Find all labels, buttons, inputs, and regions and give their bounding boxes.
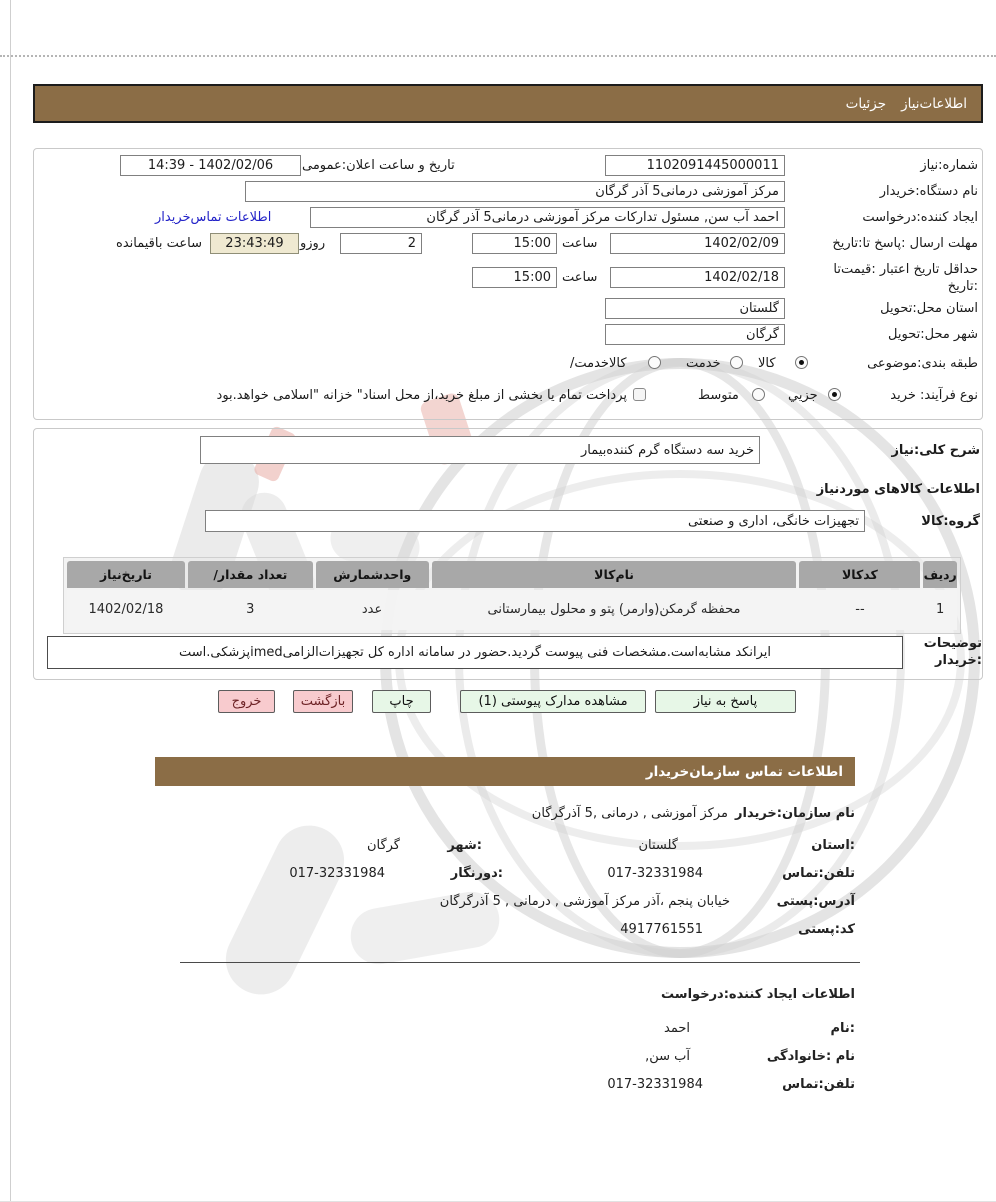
request-creator-field[interactable]: احمد آب سن, مسئول تدارکات مرکز آموزشی درمانی5 آذر گرگان bbox=[310, 207, 785, 228]
col-quantity: تعداد مقدار/ bbox=[188, 561, 313, 588]
buyer-note-field[interactable]: ایرانکد مشابه‌است.مشخصات فنی پیوست گردید.حضور در سامانه اداره کل تجهیزات‌الزامیimedپزشکی.است bbox=[47, 636, 903, 669]
remaining-time-badge: 23:43:49 bbox=[210, 233, 299, 254]
postal-address-label: آدرس:پستی bbox=[776, 894, 855, 909]
cell-need-date: 1402/02/18 bbox=[88, 601, 164, 617]
tab-need-info[interactable]: اطلاعات‌نیاز bbox=[901, 95, 967, 112]
reply-deadline-date-field[interactable]: 1402/02/09 bbox=[610, 233, 785, 254]
radio-medium-label: متوسط bbox=[698, 388, 739, 403]
radio-goods[interactable] bbox=[795, 356, 808, 369]
delivery-province-field[interactable]: گلستان bbox=[605, 298, 785, 319]
need-number-field[interactable]: 1102091445000011 bbox=[605, 155, 785, 176]
table-row bbox=[67, 590, 957, 630]
contact-phone-label: تلفن:تماس bbox=[782, 866, 855, 881]
buyer-org-field[interactable]: مرکز آموزشی درمانی5 آذر گرگان bbox=[245, 181, 785, 202]
items-table bbox=[63, 557, 961, 634]
tab-details[interactable]: جزئیات bbox=[845, 95, 887, 112]
section-divider bbox=[180, 962, 860, 963]
radio-goods-service[interactable] bbox=[648, 356, 661, 369]
top-tab-bar bbox=[33, 84, 983, 123]
contact-city-value: گرگان bbox=[366, 838, 400, 853]
contact-province-label: :استان bbox=[811, 838, 855, 853]
announce-datetime-field[interactable]: 14:39 - 1402/02/06 bbox=[120, 155, 301, 176]
print-button[interactable]: چاپ bbox=[372, 690, 431, 713]
contact-province-value: گلستان bbox=[638, 838, 678, 853]
view-attachments-button[interactable]: مشاهده مدارک پیوستی (1) bbox=[460, 690, 646, 713]
treasury-checkbox[interactable] bbox=[633, 388, 646, 401]
request-creator-label: ایجاد کننده:درخواست bbox=[862, 210, 978, 225]
col-goods-code: کدکالا bbox=[799, 561, 920, 588]
creator-name-value: احمد bbox=[664, 1021, 690, 1036]
creator-name-label: :نام bbox=[830, 1021, 855, 1036]
contact-fax-label: :دورنگار bbox=[450, 866, 503, 881]
delivery-city-field[interactable]: گرگان bbox=[605, 324, 785, 345]
contact-phone-value: 017-32331984 bbox=[607, 866, 703, 881]
radio-minor-label: جزیي bbox=[788, 388, 818, 403]
buyer-contact-section-title: اطلاعات تماس سازمان‌خریدار bbox=[645, 763, 843, 780]
need-number-label: شماره:نیاز bbox=[920, 158, 978, 173]
deadline-hour-label: ساعت bbox=[562, 236, 598, 251]
items-table-header-row bbox=[67, 561, 957, 588]
buyer-note-label-line2: :خریدار bbox=[935, 653, 982, 668]
buyer-note-label-line1: توضیحات bbox=[923, 636, 982, 651]
buyer-org-label: نام دستگاه:خریدار bbox=[879, 184, 978, 199]
subject-class-label: طبقه بندی:موضوعی bbox=[867, 356, 978, 371]
remaining-days-field[interactable]: 2 bbox=[340, 233, 422, 254]
radio-minor[interactable] bbox=[828, 388, 841, 401]
price-validity-label-line2: :تاریخ bbox=[947, 279, 978, 294]
reply-deadline-time-field[interactable]: 15:00 bbox=[472, 233, 557, 254]
announce-datetime-label: تاریخ و ساعت اعلان:عمومی bbox=[302, 158, 455, 173]
cell-goods-code: -- bbox=[855, 601, 865, 617]
creator-phone-label: تلفن:تماس bbox=[782, 1077, 855, 1092]
buyer-contact-section-header bbox=[155, 757, 855, 786]
price-validity-time-field[interactable]: 15:00 bbox=[472, 267, 557, 288]
buyer-contact-link[interactable]: اطلاعات تماس‌خریدار bbox=[155, 210, 272, 225]
goods-group-field[interactable]: تجهیزات خانگی، اداری و صنعتی bbox=[205, 510, 865, 532]
col-unit: واحدشمارش bbox=[316, 561, 429, 588]
reply-deadline-label: مهلت ارسال :پاسخ تا:تاریخ bbox=[832, 236, 978, 251]
org-name-value: مرکز آموزشی , درمانی ,5 آذرگرگان bbox=[531, 806, 728, 821]
delivery-province-label: استان محل:تحویل bbox=[880, 301, 978, 316]
radio-service-label: خدمت bbox=[686, 356, 721, 371]
org-name-label: نام سازمان:خریدار bbox=[735, 806, 855, 821]
postal-code-label: کد:پستی bbox=[798, 922, 855, 937]
process-type-label: نوع فرآیند: خرید bbox=[890, 388, 978, 403]
radio-service[interactable] bbox=[730, 356, 743, 369]
radio-goods-label: کالا bbox=[758, 356, 776, 371]
days-label: روزو bbox=[300, 236, 326, 251]
col-goods-name: نام‌کالا bbox=[432, 561, 797, 588]
need-description-label: شرح کلی:نیاز bbox=[891, 443, 980, 458]
col-row-no: ردیف bbox=[923, 561, 957, 588]
creator-family-value: آب سن, bbox=[645, 1049, 690, 1064]
page-left-border bbox=[10, 0, 11, 1202]
back-button[interactable]: بازگشت bbox=[293, 690, 353, 713]
exit-button[interactable]: خروج bbox=[218, 690, 275, 713]
goods-group-label: گروه:کالا bbox=[921, 514, 980, 529]
creator-family-label: نام :خانوادگی bbox=[766, 1049, 855, 1064]
creator-section-title: اطلاعات ایجاد کننده:درخواست bbox=[661, 987, 855, 1002]
contact-city-label: :شهر bbox=[447, 838, 482, 853]
postal-code-value: 4917761551 bbox=[620, 922, 703, 937]
watermark-calligraphy-4 bbox=[214, 814, 356, 1006]
creator-phone-value: 017-32331984 bbox=[607, 1077, 703, 1092]
remaining-hours-label: ساعت باقیمانده bbox=[116, 236, 202, 251]
treasury-checkbox-label: پرداخت تمام یا بخشی از مبلغ خرید،از محل اسناد" خزانه "اسلامی خواهد.بود bbox=[216, 388, 627, 403]
cell-unit: عدد bbox=[361, 601, 383, 617]
postal-address-value: خیابان پنجم ،آذر مرکز آموزشی , درمانی , 5 آذرگرگان bbox=[439, 894, 730, 909]
top-dotted-divider bbox=[0, 55, 996, 57]
need-description-field[interactable]: خرید سه دستگاه گرم کننده‌بیمار bbox=[200, 436, 760, 464]
radio-goods-service-label: کالاخدمت/ bbox=[570, 356, 627, 371]
price-validity-label-line1: حداقل تاریخ اعتبار :قیمت‌تا bbox=[833, 262, 978, 277]
validity-hour-label: ساعت bbox=[562, 270, 598, 285]
col-need-date: تاریخ‌نیاز bbox=[67, 561, 185, 588]
contact-fax-value: 017-32331984 bbox=[289, 866, 385, 881]
reply-to-need-button[interactable]: پاسخ به نیاز bbox=[655, 690, 796, 713]
cell-row-no: 1 bbox=[936, 601, 945, 617]
cell-quantity: 3 bbox=[246, 601, 255, 617]
price-validity-date-field[interactable]: 1402/02/18 bbox=[610, 267, 785, 288]
cell-goods-name: محفظه گرمکن(وارمر) پتو و محلول بیمارستانی bbox=[487, 601, 741, 617]
items-section-title: اطلاعات کالاهای موردنیاز bbox=[816, 482, 980, 497]
delivery-city-label: شهر محل:تحویل bbox=[888, 327, 978, 342]
radio-medium[interactable] bbox=[752, 388, 765, 401]
